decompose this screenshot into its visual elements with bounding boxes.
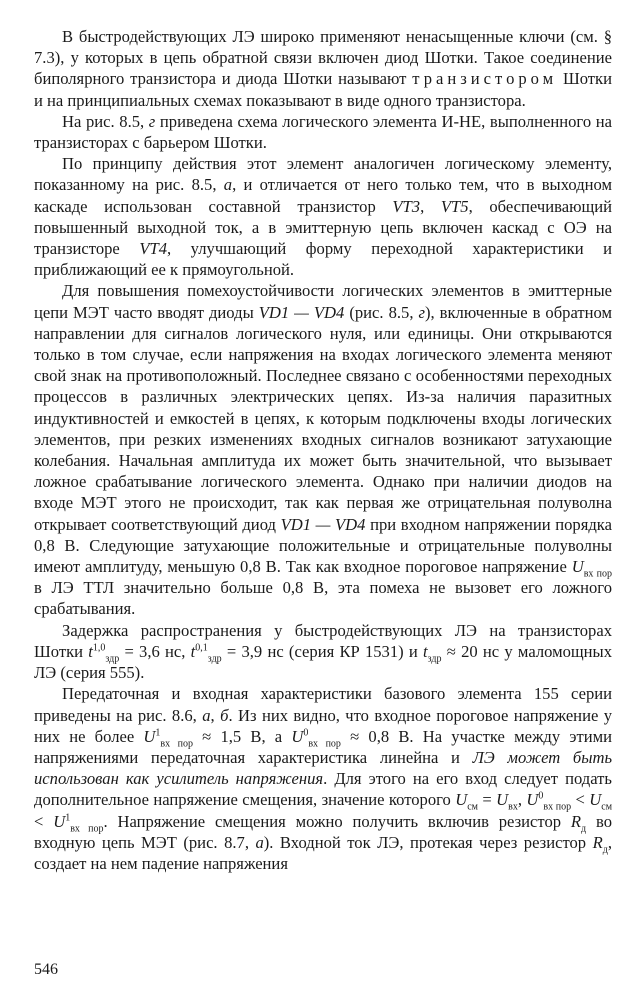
paragraph: [34, 620, 612, 684]
text-run: б: [220, 705, 229, 725]
text-run: U: [143, 726, 156, 746]
text-run: ≈ 20 нс у маломощных ЛЭ (серия 555).: [34, 641, 612, 683]
text-run: U: [571, 557, 584, 577]
text-run: а: [255, 832, 264, 852]
text-run: ), включенные в обратном направлении для сигналов логического нуля, или единицы. Они открываются только в том случае, если напряжения на входах логического элемента меняют свой знак на противоположный. Последнее связано с особенностями переходных процессов в различных электрических цепях. Из-за наличия паразитных индуктивностей и емкостей в цепях, к которым подключены входы логических элементов, при резких изменениях входных сигналов возникают затухающие колебания. Начальная амплитуда их может быть значительной, что вызывает ложное срабатывание логического элемента. Однако при наличии диодов на входе МЭТ этого не происходит, так как первая же отрицательная полуволна открывает соответствующий диод: [34, 302, 613, 534]
paragraph: [34, 153, 612, 280]
text-run: <: [34, 811, 54, 831]
text-run: t: [88, 641, 93, 661]
text-run: U: [526, 790, 539, 810]
text-run: Шотки и на принципиальных схемах показывают в виде одного транзистора.: [34, 69, 612, 110]
text-run: ,: [517, 790, 527, 810]
text-run: приведена схема логического элемента И-НЕ, выполненного на транзисторах с барьером Шотки.: [34, 111, 612, 153]
body-text: [34, 26, 612, 874]
text-run: 1: [65, 811, 71, 823]
text-run: U: [291, 726, 304, 746]
text-run: 1,0: [92, 642, 106, 654]
text-run: ,: [210, 705, 221, 725]
text-run: здр: [427, 653, 442, 665]
text-run: t: [190, 641, 196, 661]
text-run: см: [601, 801, 613, 813]
text-run: t: [423, 641, 428, 661]
text-run: ). Входной ток ЛЭ, протекая через резистор: [263, 832, 593, 852]
paragraph: [34, 683, 612, 874]
text-run: R: [570, 811, 582, 831]
text-run: = 3,6 нс,: [119, 641, 191, 661]
paragraph: [34, 26, 612, 111]
text-run: 1: [155, 727, 161, 739]
text-run: ЛЭ может быть использован как усилитель напряжения: [34, 747, 612, 789]
text-run: В быстродействующих ЛЭ широко применяют ненасыщенные ключи (см. § 7.3), у которых в цепь обратной связи включен диод Шотки. Такое соединение биполярного транзистора и диода Шотки называют: [34, 27, 612, 89]
text-run: U: [455, 790, 468, 810]
text-run: =: [477, 790, 497, 810]
text-run: 0,1: [195, 642, 208, 654]
text-run: транзистором: [412, 69, 558, 89]
text-run: вх пор: [583, 568, 612, 580]
text-run: U: [589, 790, 602, 810]
text-run: Задержка распространения у быстродействующих ЛЭ на транзисторах Шотки: [34, 620, 612, 661]
text-run: (рис. 8.5,: [344, 302, 419, 322]
text-run: 0: [538, 790, 544, 802]
text-run: , и отличается от него только тем, что в выходном каскаде использован составной транзистор: [34, 175, 612, 216]
text-run: г: [418, 302, 425, 322]
text-run: здр: [105, 653, 120, 665]
text-run: <: [571, 790, 590, 810]
text-run: вх: [508, 801, 518, 813]
text-run: д: [602, 844, 608, 856]
paragraph: [34, 280, 612, 619]
text-run: вх пор: [70, 822, 104, 834]
text-run: = 3,9 нс (серия КР 1531) и: [221, 641, 424, 661]
text-run: при входном напряжении порядка 0,8 В. Следующие затухающие положительные и отрицательные полуволны имеют амплитуду, меньшую 0,8 В. Так как входное пороговое напряжение: [34, 514, 612, 577]
text-run: , создает на нем падение напряжения: [34, 832, 612, 873]
text-run: . Из них видно, что входное пороговое напряжение у них не более: [34, 705, 613, 746]
text-run: здр: [207, 653, 222, 665]
text-run: ≈ 1,5 В, а: [192, 726, 292, 746]
text-run: На рис. 8.5,: [62, 111, 149, 131]
text-run: см: [467, 801, 478, 813]
text-run: VT4: [139, 239, 167, 259]
text-run: VD1 — VD4: [258, 302, 345, 322]
text-run: вх пор: [308, 738, 341, 750]
text-run: вх пор: [543, 801, 572, 813]
text-run: г: [148, 111, 156, 131]
text-run: а: [223, 175, 233, 195]
text-run: ≈ 0,8 В. На участке между этими напряжениями передаточная характеристика линейна и: [34, 726, 612, 767]
text-run: По принципу действия этот элемент аналогичен логическому элементу, показанному на рис. 8.5,: [34, 154, 612, 195]
text-run: Передаточная и входная характеристики базового элемента 155 серии приведены на рис. 8.6,: [34, 684, 612, 725]
text-run: д: [581, 822, 587, 834]
text-run: , улучшающий форму переходной характеристики и приближающий ее к прямоугольной.: [34, 239, 612, 280]
page-number: 546: [34, 961, 58, 978]
text-run: U: [496, 790, 509, 810]
paragraph: [34, 111, 612, 153]
text-run: U: [53, 811, 66, 831]
text-run: Для повышения помехоустойчивости логических элементов в эмиттерные цепи МЭТ часто вводят диоды: [34, 281, 612, 322]
text-run: а: [202, 705, 211, 725]
text-run: . Напряжение смещения можно получить включив резистор: [103, 811, 571, 831]
text-run: VT5: [440, 196, 469, 216]
text-run: VT3: [392, 196, 421, 216]
text-run: . Для этого на его вход следует подать дополнительное напряжение смещения, значение которого: [34, 769, 612, 810]
text-run: ,: [420, 196, 441, 216]
text-run: во входную цепь МЭТ (рис. 8.7,: [34, 811, 613, 852]
text-run: в ЛЭ ТТЛ значительно больше 0,8 В, эта помеха не вызовет его ложного срабатывания.: [34, 578, 612, 619]
text-run: R: [592, 832, 603, 852]
text-run: вх пор: [160, 738, 193, 750]
text-run: VD1 — VD4: [280, 514, 366, 534]
text-run: , обеспечивающий повышенный выходной ток, а в эмиттерную цепь включен каскад с ОЭ на транзисторе: [34, 196, 613, 259]
text-run: 0: [303, 727, 309, 739]
